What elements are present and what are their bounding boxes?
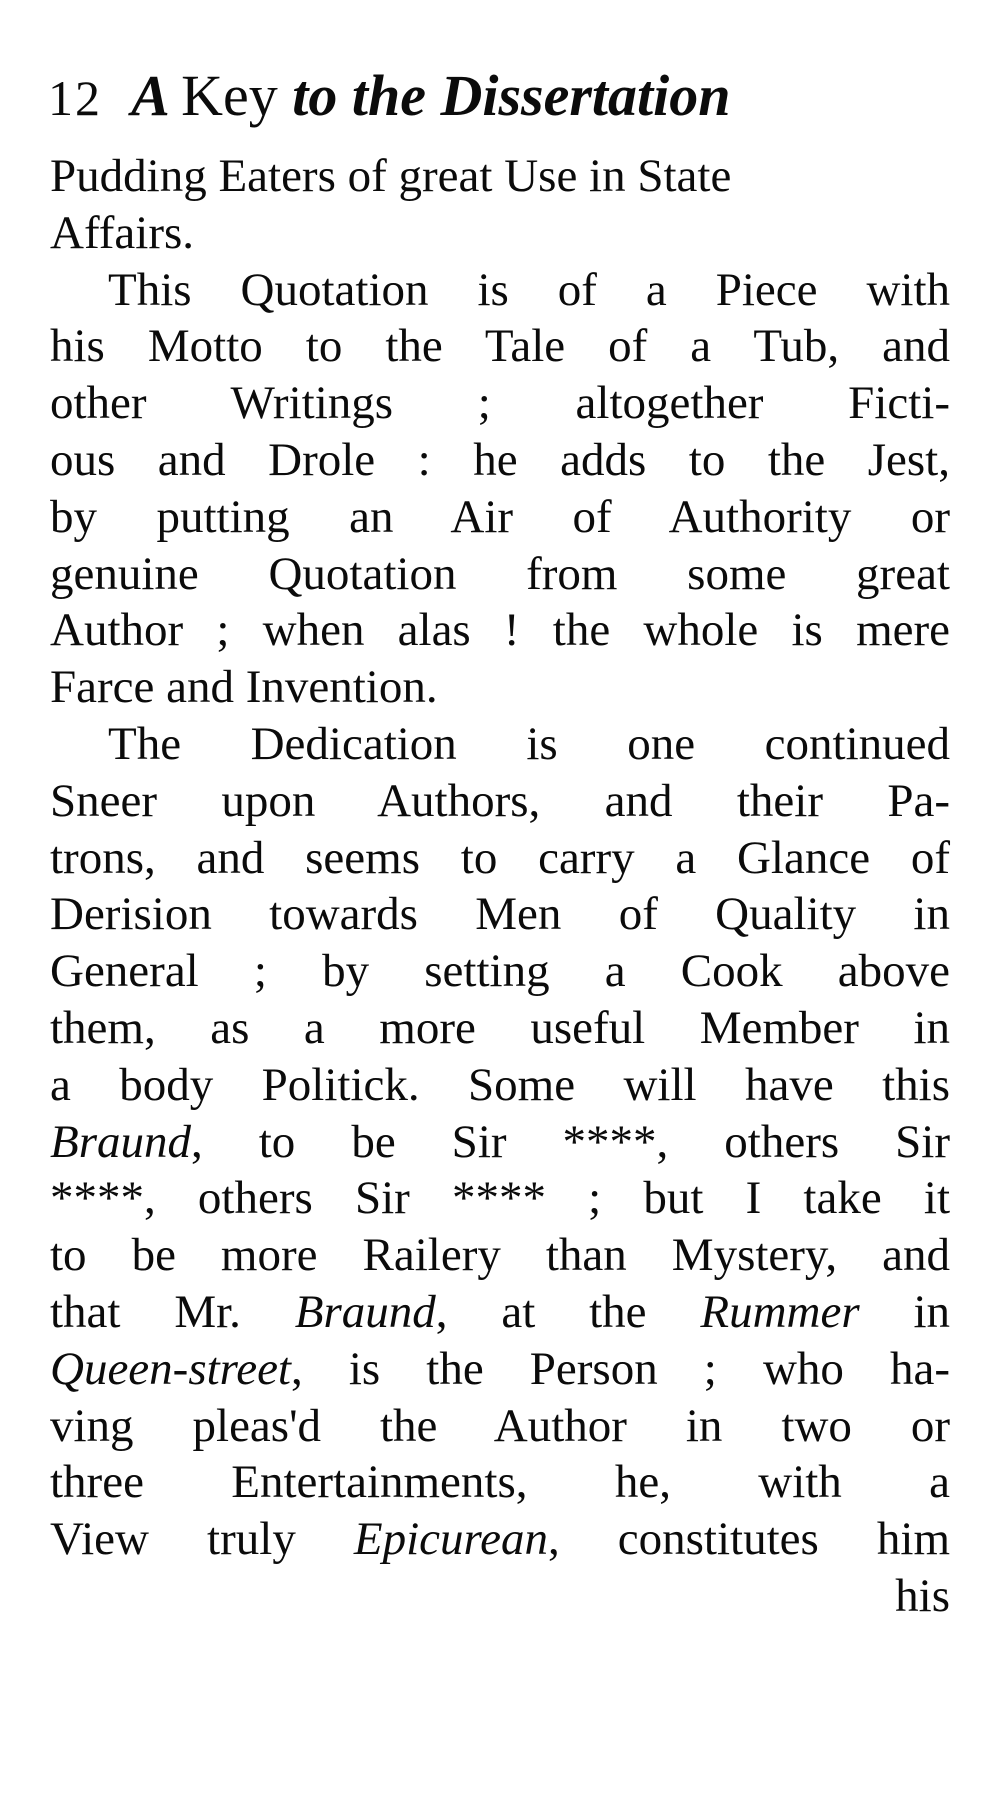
body-text	[50, 148, 950, 1625]
text-line: genuine Quotation from some great	[50, 547, 950, 600]
text-line: that Mr. Braund, at the Rummer in	[50, 1285, 951, 1338]
text-line: Author ; when alas ! the whole is mere	[50, 604, 950, 657]
italic-name: Braund	[294, 1285, 436, 1338]
text-line: Queen-street, is the Person ; who ha-	[50, 1342, 950, 1395]
text-line: them, as a more useful Member in	[50, 1001, 950, 1054]
text-line: View truly Epicurean, constitutes him	[50, 1513, 951, 1566]
running-title	[131, 63, 730, 128]
text-line: General ; by setting a Cook above	[50, 945, 950, 998]
italic-place: Queen-street	[50, 1342, 291, 1395]
text-line: Derision towards Men of Quality in	[50, 888, 950, 941]
text-line: three Entertainments, he, with a	[50, 1456, 950, 1509]
page-number: 12	[48, 70, 102, 126]
text-line: to be more Railery than Mystery, and	[50, 1229, 950, 1282]
catchword: his	[895, 1569, 950, 1622]
italic-name: Braund	[50, 1115, 191, 1168]
text-line: The Dedication is one continued	[108, 717, 950, 770]
text-line: trons, and seems to carry a Glance of	[50, 831, 950, 884]
running-title-rest: to the Dissertation	[292, 63, 731, 128]
text-line: ****, others Sir **** ; but I take it	[50, 1172, 950, 1225]
text-line: his Motto to the Tale of a Tub, and	[50, 320, 950, 373]
text-line: ving pleas'd the Author in two or	[50, 1399, 950, 1452]
running-title-key: Key	[181, 63, 293, 128]
text-line: ous and Drole : he adds to the Jest,	[50, 433, 950, 486]
italic-term: Epicurean	[353, 1513, 548, 1566]
text-line: Sneer upon Authors, and their Pa-	[50, 774, 950, 827]
text-line: Pudding Eaters of great Use in State	[50, 150, 732, 202]
running-header	[48, 62, 948, 142]
text-line: a body Politick. Some will have this	[50, 1058, 950, 1111]
text-line: This Quotation is of a Piece with	[108, 263, 950, 316]
text-line: Braund, to be Sir ****, others Sir	[50, 1115, 950, 1168]
running-title-article: A	[131, 63, 182, 128]
text-line: Affairs.	[50, 206, 195, 259]
text-line: Farce and Invention.	[50, 661, 438, 714]
text-line: other Writings ; altogether Ficti-	[50, 377, 950, 430]
text-line: by putting an Air of Authority or	[50, 490, 950, 543]
italic-place: Rummer	[700, 1285, 860, 1338]
